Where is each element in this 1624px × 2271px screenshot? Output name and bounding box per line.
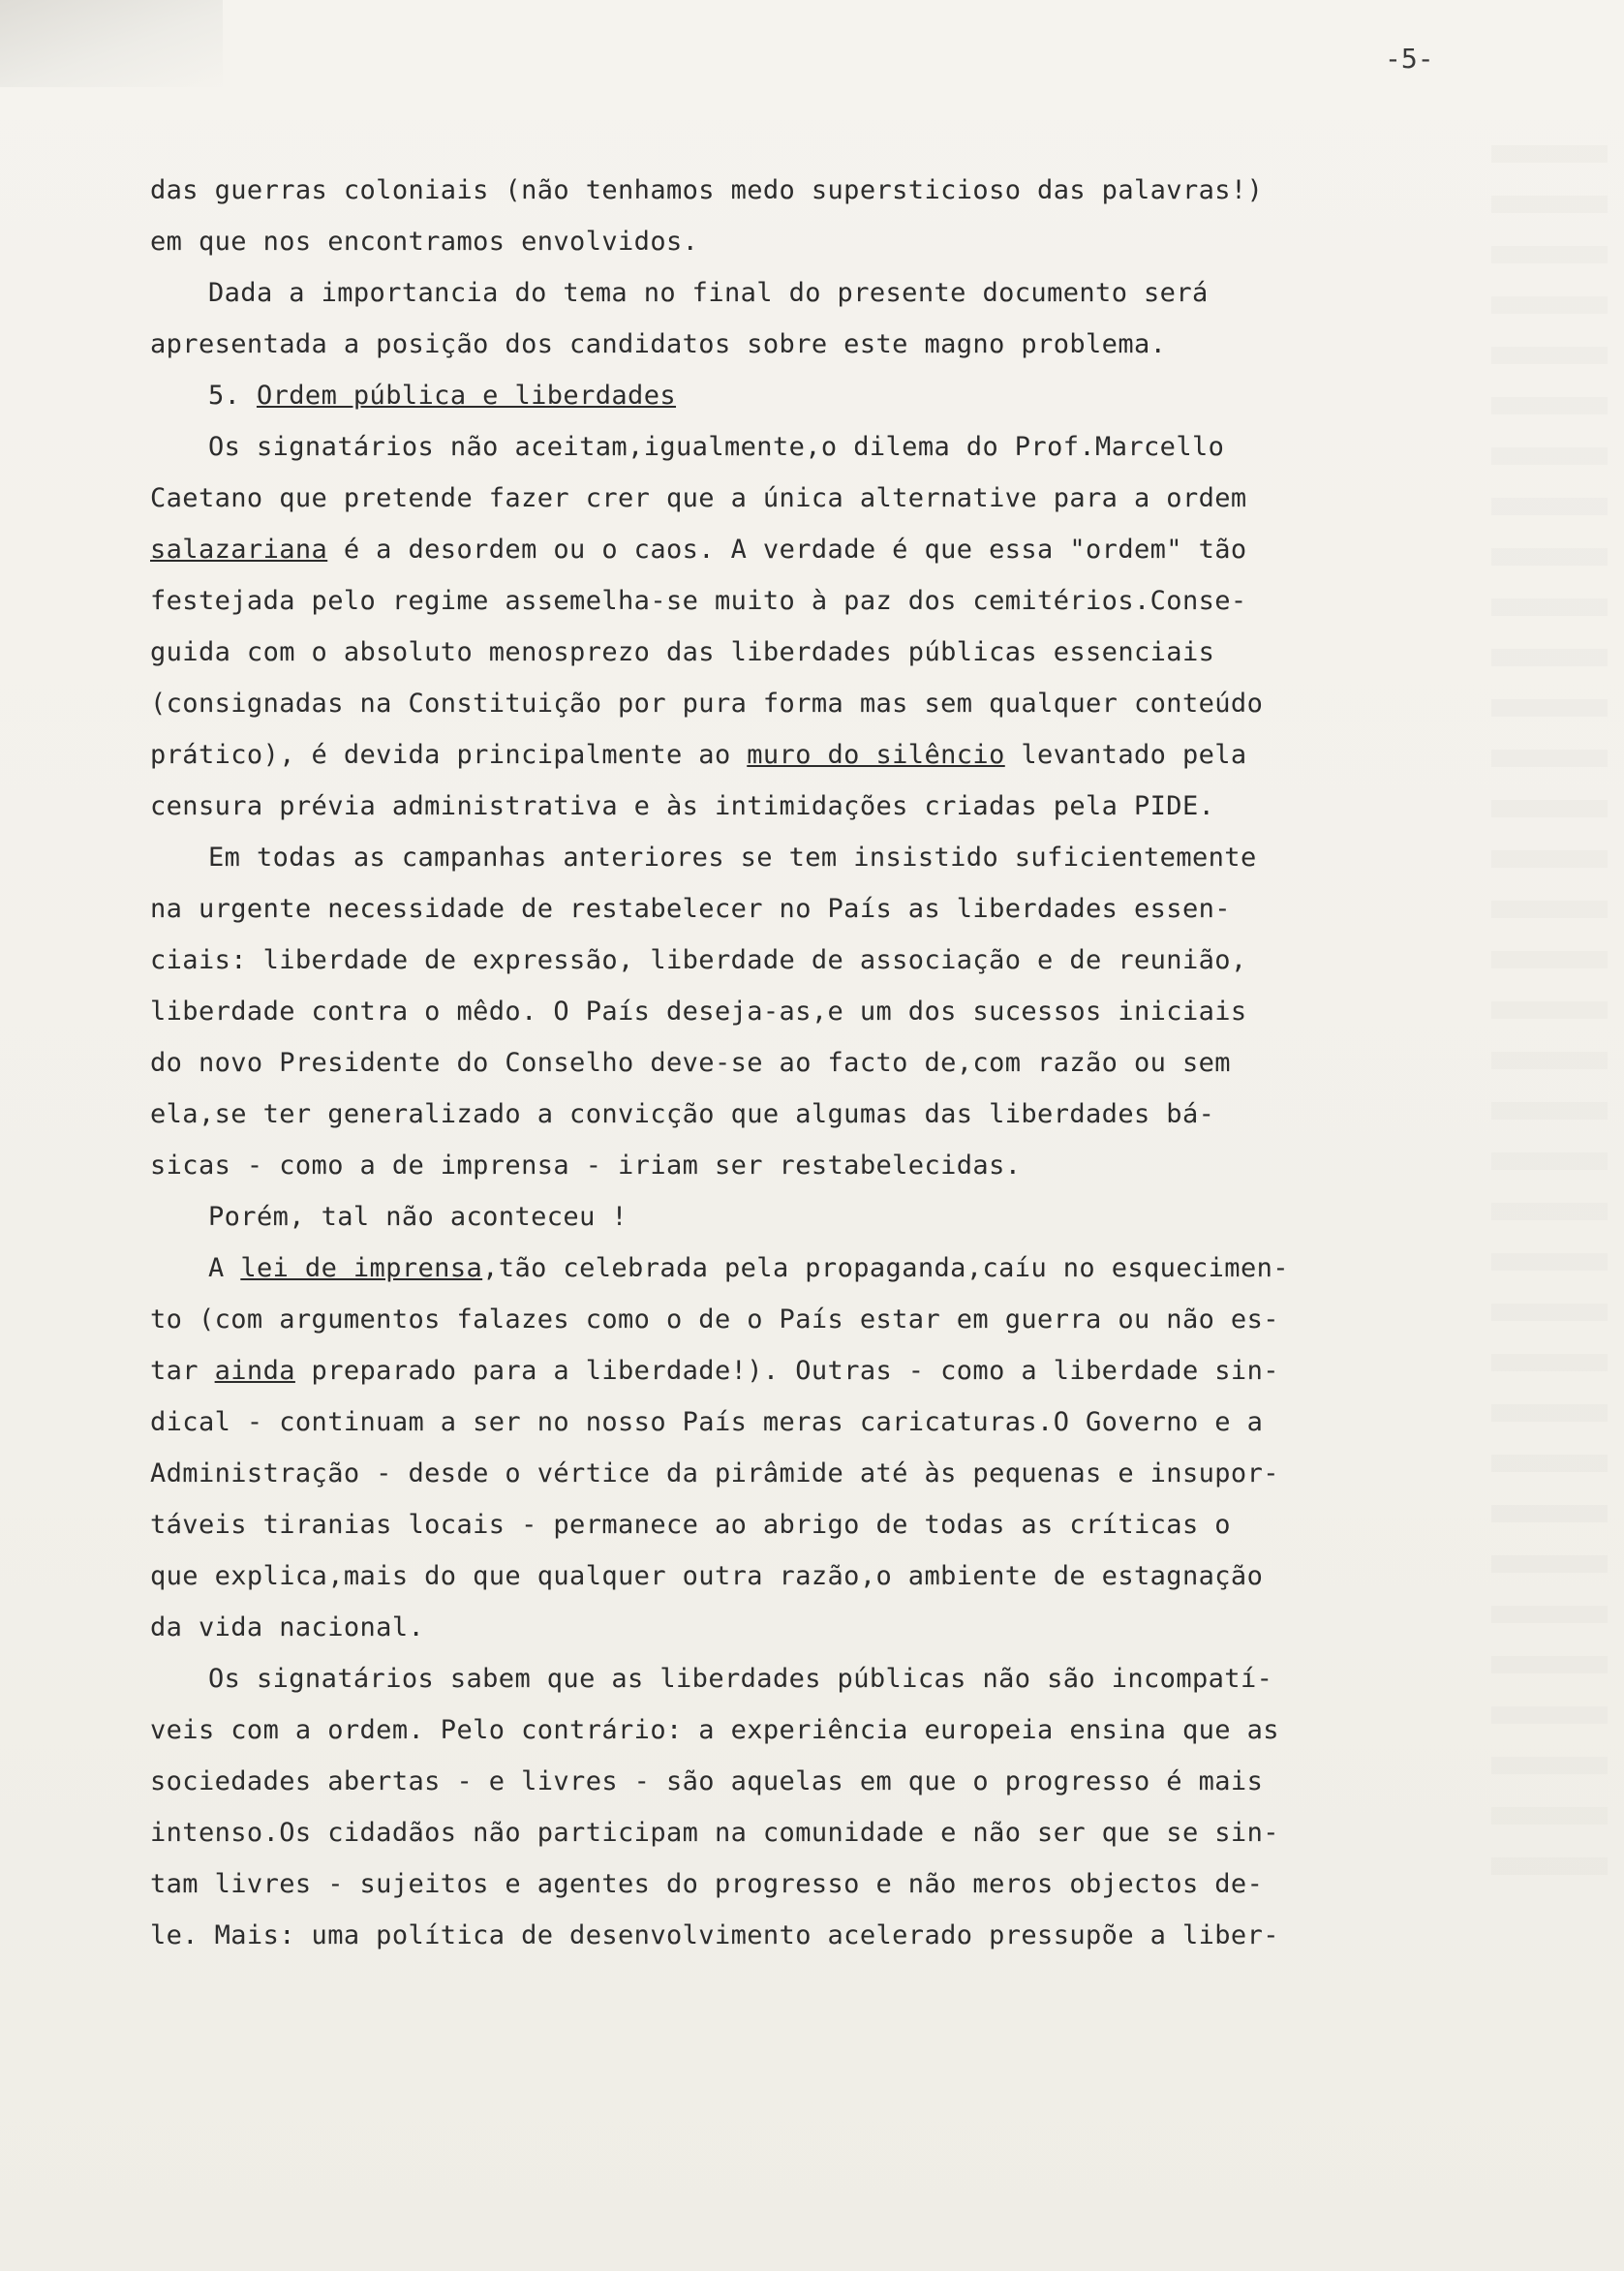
text-line: [150, 883, 1506, 935]
text-line: [150, 1345, 1506, 1396]
text-line: [150, 575, 1506, 627]
text-segment: dical - continuam a ser no nosso País meras caricaturas.O Governo e a: [150, 1407, 1264, 1437]
text-segment: da vida nacional.: [150, 1612, 425, 1642]
text-line: [150, 1191, 1506, 1243]
text-line: [150, 1396, 1506, 1448]
underlined-text: ainda: [214, 1356, 295, 1386]
underlined-text: Ordem pública e liberdades: [256, 381, 677, 411]
text-line: [150, 1653, 1506, 1704]
text-segment: A: [208, 1253, 241, 1283]
text-segment: tar: [150, 1356, 215, 1386]
text-line: [150, 832, 1506, 883]
underlined-text: muro do silêncio: [747, 740, 1005, 770]
text-segment: ciais: liberdade de expressão, liberdade de associação e de reunião,: [150, 945, 1247, 975]
text-line: [150, 267, 1506, 319]
text-segment: intenso.Os cidadãos não participam na comunidade e não ser que se sin-: [150, 1818, 1279, 1848]
text-line: [150, 678, 1506, 729]
text-segment: Os signatários não aceitam,igualmente,o dilema do Prof.Marcello: [208, 432, 1225, 462]
underlined-text: lei de imprensa: [240, 1253, 483, 1283]
text-segment: prático), é devida principalmente ao: [150, 740, 748, 770]
text-line: [150, 524, 1506, 575]
text-segment: le. Mais: uma política de desenvolvimento acelerado pressupõe a liber-: [150, 1920, 1279, 1950]
text-segment: 5.: [208, 381, 257, 411]
text-line: [150, 1448, 1506, 1499]
text-line: [150, 1089, 1506, 1140]
text-line: [150, 1858, 1506, 1910]
text-segment: na urgente necessidade de restabelecer no País as liberdades essen-: [150, 894, 1231, 924]
text-segment: Caetano que pretende fazer crer que a única alternative para a ordem: [150, 483, 1247, 513]
text-line: [150, 473, 1506, 524]
text-segment: sicas - como a de imprensa - iriam ser restabelecidas.: [150, 1151, 1022, 1181]
typewritten-body: [150, 165, 1506, 1961]
text-line: [150, 1140, 1506, 1191]
text-segment: táveis tiranias locais - permanece ao abrigo de todas as críticas o: [150, 1510, 1231, 1540]
text-line: [150, 370, 1506, 421]
text-line: [150, 1550, 1506, 1602]
text-segment: Em todas as campanhas anteriores se tem insistido suficientemente: [208, 843, 1257, 873]
text-segment: apresentada a posição dos candidatos sobre este magno problema.: [150, 329, 1167, 359]
text-segment: que explica,mais do que qualquer outra razão,o ambiente de estagnação: [150, 1561, 1264, 1591]
text-segment: veis com a ordem. Pelo contrário: a experiência europeia ensina que as: [150, 1715, 1279, 1745]
text-segment: (consignadas na Constituição por pura forma mas sem qualquer conteúdo: [150, 689, 1264, 719]
text-segment: ,tão celebrada pela propaganda,caíu no esquecimen-: [482, 1253, 1289, 1283]
text-segment: Administração - desde o vértice da pirâmide até às pequenas e insupor-: [150, 1458, 1279, 1488]
text-line: [150, 935, 1506, 986]
text-line: [150, 1243, 1506, 1294]
text-line: [150, 1037, 1506, 1089]
text-segment: é a desordem ou o caos. A verdade é que essa "ordem" tão: [327, 535, 1247, 565]
text-line: [150, 1910, 1506, 1961]
text-segment: Porém, tal não aconteceu !: [208, 1202, 628, 1232]
text-line: [150, 1499, 1506, 1550]
text-segment: ela,se ter generalizado a convicção que algumas das liberdades bá-: [150, 1099, 1215, 1129]
text-segment: levantado pela: [1004, 740, 1247, 770]
text-segment: liberdade contra o mêdo. O País deseja-as,e um dos sucessos iniciais: [150, 997, 1247, 1027]
text-segment: tam livres - sujeitos e agentes do progresso e não meros objectos de-: [150, 1869, 1264, 1899]
text-line: [150, 165, 1506, 216]
page-number: -5-: [1385, 43, 1434, 75]
text-line: [150, 986, 1506, 1037]
text-line: [150, 1807, 1506, 1858]
text-line: [150, 1756, 1506, 1807]
show-through-bleed: [1491, 145, 1608, 1888]
text-line: [150, 319, 1506, 370]
text-segment: em que nos encontramos envolvidos.: [150, 227, 699, 257]
text-line: [150, 421, 1506, 473]
text-segment: to (com argumentos falazes como o de o País estar em guerra ou não es-: [150, 1304, 1279, 1335]
text-line: [150, 781, 1506, 832]
text-segment: das guerras coloniais (não tenhamos medo supersticioso das palavras!): [150, 175, 1264, 205]
text-segment: censura prévia administrativa e às intimidações criadas pela PIDE.: [150, 791, 1215, 821]
text-segment: festejada pelo regime assemelha-se muito à paz dos cemitérios.Conse-: [150, 586, 1247, 616]
text-segment: Dada a importancia do tema no final do presente documento será: [208, 278, 1209, 308]
text-segment: guida com o absoluto menosprezo das liberdades públicas essenciais: [150, 637, 1215, 667]
page-fold-shadow: [0, 0, 223, 87]
text-line: [150, 216, 1506, 267]
text-line: [150, 1704, 1506, 1756]
text-segment: preparado para a liberdade!). Outras - como a liberdade sin-: [294, 1356, 1279, 1386]
text-segment: sociedades abertas - e livres - são aquelas em que o progresso é mais: [150, 1766, 1264, 1796]
underlined-text: salazariana: [150, 535, 328, 565]
text-segment: Os signatários sabem que as liberdades públicas não são incompatí-: [208, 1664, 1273, 1694]
text-line: [150, 1294, 1506, 1345]
text-segment: do novo Presidente do Conselho deve-se ao facto de,com razão ou sem: [150, 1048, 1231, 1078]
text-line: [150, 627, 1506, 678]
text-line: [150, 1602, 1506, 1653]
text-line: [150, 729, 1506, 781]
